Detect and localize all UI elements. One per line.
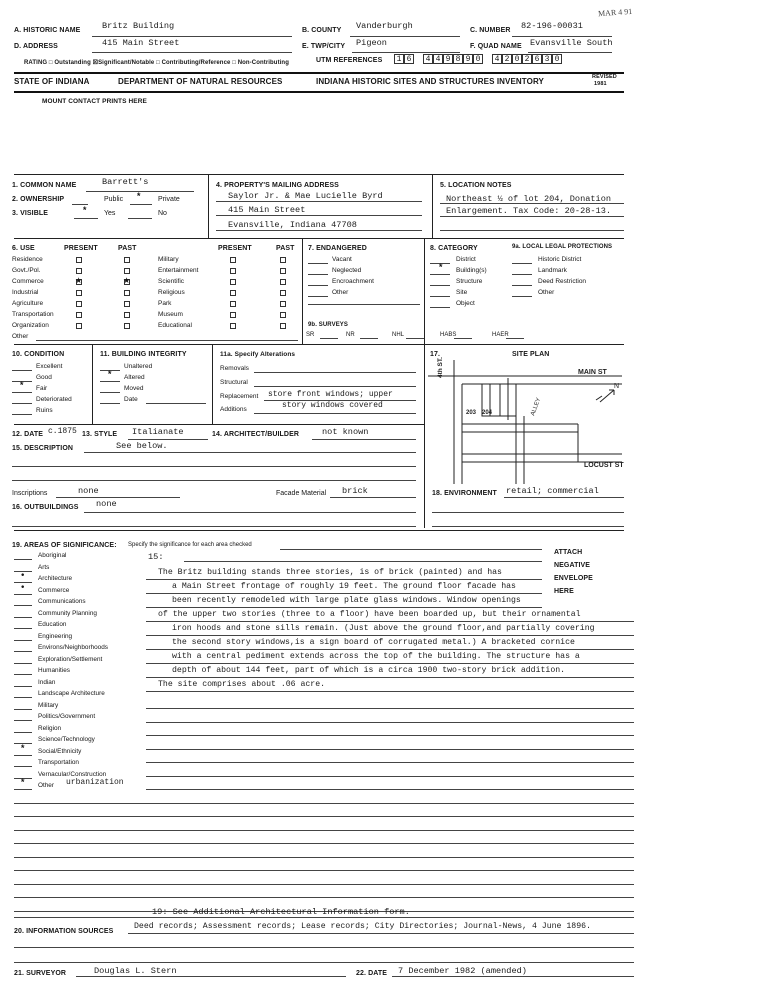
survey-date-value: 7 December 1982 (amended) xyxy=(398,966,527,976)
utm-digit: 2 xyxy=(502,54,512,64)
blank-line xyxy=(430,274,450,275)
blank-line xyxy=(14,884,634,885)
significance-area: Aboriginal xyxy=(38,552,67,559)
blank-line xyxy=(512,296,532,297)
utm-digit: 4 xyxy=(433,54,443,64)
blank-line xyxy=(146,607,542,608)
narrative-line: a Main Street frontage of roughly 19 feet. The ground floor facade has xyxy=(172,582,516,591)
structural-label: Structural xyxy=(220,379,248,386)
architect-label: 14. ARCHITECT/BUILDER xyxy=(212,431,300,438)
blank-line xyxy=(12,403,32,404)
other-mark: * xyxy=(20,778,26,788)
past-checkbox xyxy=(124,312,130,318)
present-checkbox xyxy=(230,279,236,285)
mount-prints-label: MOUNT CONTACT PRINTS HERE xyxy=(42,98,147,105)
utm-digit: 0 xyxy=(552,54,562,64)
endangered-item: Other xyxy=(332,289,349,296)
blank-line xyxy=(14,559,32,560)
past-checkbox xyxy=(280,257,286,263)
attach-line: HERE xyxy=(554,588,574,595)
blank-line xyxy=(146,663,634,664)
use-row-label: Entertainment xyxy=(158,267,199,274)
use-row-label: Other xyxy=(12,333,29,340)
condition-label: 10. CONDITION xyxy=(12,351,65,358)
description-value: See below. xyxy=(116,441,168,451)
significance-area: Communications xyxy=(38,598,86,605)
significance-area: Landscape Architecture xyxy=(38,690,105,697)
integrity-item: Moved xyxy=(124,385,144,392)
past-checkbox xyxy=(280,301,286,307)
blank-line xyxy=(14,640,32,641)
blank-line xyxy=(14,686,32,687)
quad-value: Evansville South xyxy=(530,38,613,48)
utm-digit: 3 xyxy=(542,54,552,64)
utm-digit: 4 xyxy=(492,54,502,64)
significance-area: Social/Ethnicity xyxy=(38,747,82,755)
commerce-mark: • xyxy=(20,582,26,593)
integrity-item: Date xyxy=(124,396,138,403)
significance-area: Military xyxy=(38,701,59,709)
location-notes-label: 5. LOCATION NOTES xyxy=(440,182,512,189)
historic-name-label: A. HISTORIC NAME xyxy=(14,27,81,34)
narrative-line: of the upper two stories (three to a floor) have been boarded up, but their ornamental xyxy=(158,610,581,619)
past-checkbox xyxy=(124,268,130,274)
blank-line xyxy=(146,789,634,790)
blank-line xyxy=(14,720,32,721)
blank-line xyxy=(14,651,32,652)
style-value: Italianate xyxy=(132,427,184,437)
private-mark: * xyxy=(136,192,142,202)
blank-line xyxy=(406,338,424,339)
use-label: 6. USE xyxy=(12,245,35,252)
blank-line xyxy=(308,263,328,264)
facade-value: brick xyxy=(342,486,368,496)
narrative-line: The site comprises about .06 acre. xyxy=(158,680,326,689)
site-lot-203: 203 xyxy=(466,410,477,416)
blank-line xyxy=(14,843,634,844)
utm-digit: 6 xyxy=(404,54,414,64)
narrative-line: the second story windows,is a sign board of corrugated metal.) A bracketed cornice xyxy=(172,638,575,647)
past-checkbox xyxy=(124,257,130,263)
survey-item: HAER xyxy=(492,332,509,338)
legal-item: Landmark xyxy=(538,267,567,274)
surveyor-label: 21. SURVEYOR xyxy=(14,970,67,977)
blank-line xyxy=(430,285,450,286)
significance-number: 15: xyxy=(148,552,164,562)
sources-label: 20. INFORMATION SOURCES xyxy=(14,928,114,935)
blank-line xyxy=(430,307,450,308)
blank-line xyxy=(512,274,532,275)
past-checkbox xyxy=(280,312,286,318)
use-row-label: Religious xyxy=(158,289,185,296)
address-label: D. ADDRESS xyxy=(14,43,58,50)
category-item: Building(s) xyxy=(456,267,487,274)
category-item: District xyxy=(456,256,476,263)
present-checkbox xyxy=(76,257,82,263)
blank-line xyxy=(506,338,524,339)
utm-label: UTM REFERENCES xyxy=(316,57,383,64)
utm-digit: 0 xyxy=(512,54,522,64)
twp-value: Pigeon xyxy=(356,38,387,48)
present-checkbox xyxy=(76,312,82,318)
significance-area: Arts xyxy=(38,563,50,571)
blank-line xyxy=(146,691,634,692)
use-present-header-2: PRESENT xyxy=(218,245,252,252)
legal-item: Deed Restriction xyxy=(538,278,587,285)
common-name-label: 1. COMMON NAME xyxy=(12,182,77,189)
significance-footer-note: 19: See Additional Architectural Information form. xyxy=(152,907,410,917)
use-row-label: Residence xyxy=(12,256,43,263)
blank-line xyxy=(14,755,32,756)
blank-line xyxy=(146,749,634,750)
visible-label: 3. VISIBLE xyxy=(12,210,49,217)
sources-value: Deed records; Assessment records; Lease records; City Directories; Journal-News, 4 June 1896. xyxy=(134,922,591,931)
significance-area: Education xyxy=(38,621,67,628)
narrative-line: been recently remodeled with large plate glass windows. Window openings xyxy=(172,596,521,605)
integrity-label: 11. BUILDING INTEGRITY xyxy=(100,351,187,358)
significance-area: Religion xyxy=(38,724,62,732)
use-past-header: PAST xyxy=(118,245,137,252)
use-row-label: Commerce xyxy=(12,278,44,285)
altered-mark: * xyxy=(107,370,113,380)
blank-line xyxy=(14,594,32,595)
blank-line xyxy=(308,274,328,275)
significance-sub: Specify the significance for each area checked xyxy=(128,542,252,548)
additions-label: Additions xyxy=(220,406,247,413)
site-n-arrow: N xyxy=(614,383,620,390)
inscriptions-value: none xyxy=(78,486,99,496)
blank-line xyxy=(100,381,120,382)
social-mark: * xyxy=(20,743,26,754)
past-checkbox xyxy=(280,268,286,274)
use-row-label: Educational xyxy=(158,322,192,329)
condition-item: Deteriorated xyxy=(36,396,72,403)
significance-area: Science/Technology xyxy=(38,736,95,743)
site-fourth-st: 4th ST. xyxy=(437,357,444,378)
narrative-line: with a central pediment extends across the top of the building. The structure has a xyxy=(172,652,580,661)
blank-line xyxy=(146,579,542,580)
significance-area: Engineering xyxy=(38,632,73,640)
inventory-title: INDIANA HISTORIC SITES AND STRUCTURES INVENTORY xyxy=(316,77,544,86)
location-line-2: Enlargement. Tax Code: 20-28-13. xyxy=(446,206,612,216)
number-value: 82-196-00031 xyxy=(521,21,583,31)
use-row-label: Scientific xyxy=(158,278,185,285)
narrative-line: iron hoods and stone sills remain. (Just above the ground floor,and partially covering xyxy=(172,624,595,633)
significance-area: Indian xyxy=(38,678,56,686)
additions-value: story windows covered xyxy=(282,401,383,410)
category-label: 8. CATEGORY xyxy=(430,245,478,252)
present-checkbox xyxy=(230,323,236,329)
site-main-st: MAIN ST xyxy=(578,369,607,376)
blank-line xyxy=(320,338,338,339)
use-row-label: Museum xyxy=(158,311,183,318)
address-value: 415 Main Street xyxy=(102,38,180,48)
site-plan-number: 17. xyxy=(430,351,441,358)
utm-digit: 4 xyxy=(423,54,433,64)
environment-value: retail; commercial xyxy=(506,486,599,496)
blank-line xyxy=(360,338,378,339)
style-label: 13. STYLE xyxy=(82,431,118,438)
endangered-item: Vacant xyxy=(332,256,352,263)
narrative-line: The Britz building stands three stories, is of brick (painted) and has xyxy=(158,568,502,577)
visible-no-option: No xyxy=(158,210,167,217)
legal-item: Historic District xyxy=(538,256,582,263)
past-checkbox xyxy=(124,290,130,296)
blank-line xyxy=(308,296,328,297)
blank-line xyxy=(430,296,450,297)
use-row-label: Agriculture xyxy=(12,300,44,307)
blank-line xyxy=(146,776,634,777)
commerce-present-mark: ★ xyxy=(75,276,83,285)
present-checkbox xyxy=(76,301,82,307)
state-title: STATE OF INDIANA xyxy=(14,77,90,86)
endangered-item: Neglected xyxy=(332,267,362,274)
location-line-1: Northeast ½ of lot 204, Donation xyxy=(446,194,612,204)
blank-line xyxy=(454,338,472,339)
blank-line xyxy=(146,621,634,622)
significance-area: Politics/Government xyxy=(38,713,96,720)
visible-yes-mark: * xyxy=(82,206,88,216)
survey-item: NR xyxy=(346,332,355,338)
integrity-item: Altered xyxy=(124,374,145,381)
use-row-label: Organization xyxy=(12,322,49,329)
site-alley: ALLEY xyxy=(530,397,543,417)
fair-mark: * xyxy=(19,381,25,391)
legal-item: Other xyxy=(538,289,555,296)
number-label: C. NUMBER xyxy=(470,27,511,34)
past-checkbox xyxy=(280,279,286,285)
use-row-label: Govt./Pol. xyxy=(12,267,41,274)
blank-line xyxy=(146,762,634,763)
site-plan-title: SITE PLAN xyxy=(512,351,550,358)
blank-line xyxy=(146,635,634,636)
significance-area: Humanities xyxy=(38,667,70,674)
blank-line xyxy=(100,403,120,404)
inscriptions-label: Inscriptions xyxy=(12,490,48,497)
date-value: c.1875 xyxy=(48,427,77,436)
description-label: 15. DESCRIPTION xyxy=(12,445,74,452)
blank-line xyxy=(14,897,634,898)
endangered-label: 7. ENDANGERED xyxy=(308,245,367,252)
use-row-label: Park xyxy=(158,300,172,307)
utm-digit: 9 xyxy=(463,54,473,64)
blank-line xyxy=(14,803,634,804)
condition-item: Excellent xyxy=(36,363,63,370)
survey-item: NHL xyxy=(392,332,405,338)
utm-digit: 6 xyxy=(532,54,542,64)
site-locust-st: LOCUST ST xyxy=(584,462,624,469)
blank-line xyxy=(14,663,32,664)
use-row-label: Transportation xyxy=(12,311,54,318)
significance-area: Exploration/Settlement xyxy=(38,655,103,663)
date-label: 12. DATE xyxy=(12,431,44,438)
blank-line xyxy=(14,628,32,629)
present-checkbox xyxy=(76,323,82,329)
revised-label: REVISED xyxy=(592,74,617,80)
replacement-value: store front windows; upper xyxy=(268,390,393,399)
survey-date-label: 22. DATE xyxy=(356,970,388,977)
architecture-mark: • xyxy=(20,571,26,581)
present-checkbox xyxy=(230,301,236,307)
blank-line xyxy=(146,649,634,650)
outbuildings-value: none xyxy=(96,499,117,509)
blank-line xyxy=(14,605,32,606)
attach-line: NEGATIVE xyxy=(554,562,591,569)
public-option: Public xyxy=(104,196,124,203)
narrative-line: depth of about 144 feet, part of which is a circa 1900 two-story brick addition. xyxy=(172,666,566,675)
blank-line xyxy=(12,370,32,371)
significance-area: Other xyxy=(38,782,54,789)
present-checkbox xyxy=(76,268,82,274)
blank-line xyxy=(14,857,634,858)
quad-label: F. QUAD NAME xyxy=(470,43,522,50)
category-item: Structure xyxy=(456,278,483,285)
legal-protections-label: 9a. LOCAL LEGAL PROTECTIONS xyxy=(512,244,613,250)
blank-line xyxy=(12,392,32,393)
past-checkbox xyxy=(280,290,286,296)
county-label: B. COUNTY xyxy=(302,27,342,34)
facade-label: Facade Material xyxy=(276,490,327,497)
blank-line xyxy=(14,830,634,831)
significance-label: 19. AREAS OF SIGNIFICANCE: xyxy=(12,542,117,549)
use-row-label: Military xyxy=(158,256,179,263)
blank-line xyxy=(146,403,206,404)
condition-item: Good xyxy=(36,374,52,381)
utm-digit: 2 xyxy=(522,54,532,64)
historic-name-value: Britz Building xyxy=(102,21,175,31)
significance-area: Environs/Neighborhoods xyxy=(38,644,108,651)
blank-line xyxy=(146,677,634,678)
blank-line xyxy=(14,709,32,710)
utm-digit: 8 xyxy=(453,54,463,64)
utm-digit: 9 xyxy=(443,54,453,64)
private-option: Private xyxy=(158,196,180,203)
category-item: Object xyxy=(456,300,475,307)
past-checkbox xyxy=(280,323,286,329)
survey-item: HABS xyxy=(440,332,457,338)
blank-line xyxy=(100,392,120,393)
rating-line: RATING □ Outstanding ☒Significant/Notable □ Contributing/Reference □ Non-Contributing xyxy=(24,60,289,66)
surveyor-value: Douglas L. Stern xyxy=(94,966,177,976)
blank-line xyxy=(512,285,532,286)
attach-line: ATTACH xyxy=(554,549,583,556)
commerce-past-mark: ★ xyxy=(123,276,131,285)
significance-area: Commerce xyxy=(38,586,70,594)
ownership-label: 2. OWNERSHIP xyxy=(12,196,65,203)
outbuildings-label: 16. OUTBUILDINGS xyxy=(12,504,79,511)
integrity-item: Unaltered xyxy=(124,363,153,370)
blank-line xyxy=(14,697,32,698)
present-checkbox xyxy=(230,268,236,274)
past-checkbox xyxy=(124,301,130,307)
significance-area: Transportation xyxy=(38,759,79,766)
surveys-label: 9b. SURVEYS xyxy=(308,322,349,328)
significance-area: Architecture xyxy=(38,575,73,582)
common-name-value: Barrett's xyxy=(102,177,149,187)
blank-line xyxy=(308,285,328,286)
present-checkbox xyxy=(76,290,82,296)
present-checkbox xyxy=(230,290,236,296)
mailing-line-3: Evansville, Indiana 47708 xyxy=(228,220,357,230)
visible-yes-option: Yes xyxy=(104,210,116,217)
survey-item: SR xyxy=(306,332,315,338)
blank-line xyxy=(14,789,32,790)
utm-digit: 0 xyxy=(473,54,483,64)
blank-line xyxy=(14,870,634,871)
significance-area: Community Planning xyxy=(38,609,97,617)
use-present-header: PRESENT xyxy=(64,245,98,252)
other-significance-value: urbanization xyxy=(66,778,124,787)
significance-area: Vernacular/Construction xyxy=(38,770,107,778)
mailing-line-1: Saylor Jr. & Mae Lucielle Byrd xyxy=(228,191,383,201)
blank-line xyxy=(14,766,32,767)
environment-label: 18. ENVIRONMENT xyxy=(432,490,497,497)
site-plan-drawing xyxy=(428,356,624,484)
blank-line xyxy=(12,414,32,415)
alterations-label: 11a. Specify Alterations xyxy=(220,351,296,358)
blank-line xyxy=(512,263,532,264)
architect-value: not known xyxy=(322,427,369,437)
blank-line xyxy=(14,732,32,733)
mailing-address-label: 4. PROPERTY'S MAILING ADDRESS xyxy=(216,182,339,189)
category-item: Site xyxy=(456,289,468,296)
corner-note: MAR 4 91 xyxy=(597,6,633,19)
blank-line xyxy=(146,708,634,709)
present-checkbox xyxy=(230,312,236,318)
blank-line xyxy=(146,722,634,723)
present-checkbox xyxy=(230,257,236,263)
attach-line: ENVELOPE xyxy=(554,575,593,582)
mailing-line-2: 415 Main Street xyxy=(228,205,306,215)
use-row-label: Industrial xyxy=(12,289,39,296)
county-value: Vanderburgh xyxy=(356,21,413,31)
blank-line xyxy=(14,816,634,817)
past-checkbox xyxy=(124,323,130,329)
blank-line xyxy=(14,674,32,675)
removals-label: Removals xyxy=(220,365,249,372)
blank-line xyxy=(14,617,32,618)
twp-label: E. TWP/CITY xyxy=(302,43,346,50)
building-mark: * xyxy=(438,263,444,273)
endangered-item: Encroachment xyxy=(332,278,374,285)
revised-year: 1981 xyxy=(594,81,607,87)
blank-line xyxy=(146,735,634,736)
blank-line xyxy=(146,593,542,594)
replacement-label: Replacement xyxy=(220,393,259,400)
condition-item: Fair xyxy=(36,385,48,392)
condition-item: Ruins xyxy=(36,407,53,414)
dept-title: DEPARTMENT OF NATURAL RESOURCES xyxy=(118,77,283,86)
site-lot-204: 204 xyxy=(482,410,493,416)
use-past-header-2: PAST xyxy=(276,245,295,252)
utm-digit: 1 xyxy=(394,54,404,64)
